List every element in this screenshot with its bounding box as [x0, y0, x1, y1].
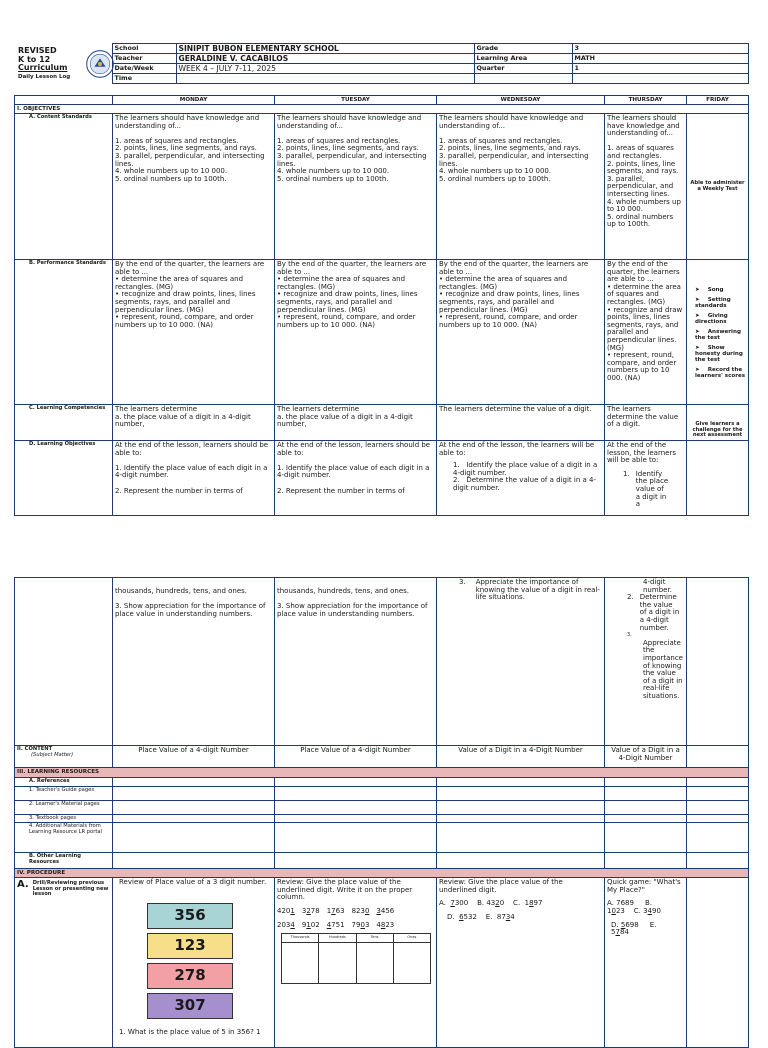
fri-item: ➤ Answering the test	[695, 329, 746, 341]
pv-col-ones: Ones	[393, 934, 430, 943]
drill-mon-title: Review of Place value of a 3 digit number.	[119, 878, 267, 887]
tue-num: 4823	[376, 920, 395, 929]
tue-num: 8230	[351, 906, 370, 915]
drill-wed-row2: D. 6532 E. 8734	[447, 912, 515, 921]
drill-thu	[605, 878, 687, 1048]
value-date-week: WEEK 4 – JULY 7-11, 2025	[176, 64, 474, 74]
day-tuesday: TUESDAY	[275, 96, 437, 105]
value-grade: 3	[572, 44, 748, 54]
value-school: SINIPIT BUBON ELEMENTARY SCHOOL	[176, 44, 474, 54]
brand-k12: K to 12	[18, 54, 51, 64]
perf-fri	[687, 260, 749, 405]
label-additional-materials: 4. Additional Materials from Learning Resource LR portal	[15, 823, 113, 853]
pv-col-thousands: Thousands	[282, 934, 319, 943]
label-textbook-pages: 3. Textbook pages	[15, 814, 113, 823]
tue-num: 4201	[277, 906, 295, 915]
drill-tue-row2	[277, 922, 434, 930]
cont-label	[15, 578, 113, 746]
tue-num: 3456	[376, 906, 395, 915]
label-quarter: Quarter	[474, 64, 572, 74]
procedure-table	[14, 577, 749, 1048]
content-mon: The learners should have knowledge and understanding of... 1. areas of squares and rectangles. 2. points, lines, line segments, and rays. 3. parallel, perpendicular, and intersecting lines. 4. whole numbers up to 10 000. 5. ordinal numbers up to 100th.	[113, 114, 275, 260]
number-card-value: 356	[174, 905, 206, 924]
lo-wed	[437, 441, 605, 516]
tue-num: 2034	[277, 920, 295, 929]
lo-thu-item-1: Identify the place value of a digit in a	[635, 469, 669, 509]
perf-tue: By the end of the quarter, the learners are able to ... • determine the area of squares and rectangles. (MG) • recognize and draw points, lines, lines segments, rays, and parallel and perpendicular lines. (MG) • represent, round, compare, and order numbers up to 10 000. (NA)	[275, 260, 437, 405]
drill-wed-title: Review: Give the place value of the underlined digit.	[439, 878, 563, 894]
comp-tue: The learners determine a. the place value of a digit in a 4-digit number,	[275, 405, 437, 441]
header-table	[14, 43, 749, 84]
cont-thu-a: 4-digit number.	[643, 578, 672, 594]
comp-fri: Give learners a challenge for the next assessment	[687, 405, 749, 441]
place-value-chart	[281, 933, 431, 984]
label-empty	[474, 74, 572, 84]
lo-thu-intro: At the end of the lesson, the learners will be able to:	[607, 441, 676, 465]
label-teacher: Teacher	[112, 54, 176, 64]
content-sublabel: (Subject Matter)	[31, 751, 74, 758]
label-learning-area: Learning Area	[474, 54, 572, 64]
lo-thu	[605, 441, 687, 516]
fri-item: ➤ Giving directions	[695, 313, 746, 325]
pv-col-hundreds: Hundreds	[319, 934, 356, 943]
section-procedure: IV. PROCEDURE	[15, 869, 749, 878]
number-card-value: 307	[174, 995, 206, 1014]
cont-mon: thousands, hundreds, tens, and ones. 3. Show appreciation for the importance of place value in understanding numbers.	[113, 578, 275, 746]
drill-thu-row1: A. 7689 B. 1023 C. 3490	[607, 899, 661, 915]
value-learning-area: MATH	[572, 54, 748, 64]
day-thursday: THURSDAY	[605, 96, 687, 105]
subject-thu: Value of a Digit in a 4-Digit Number	[605, 746, 687, 768]
subject-tue: Place Value of a 4-digit Number	[275, 746, 437, 768]
section-objectives: I. OBJECTIVES	[15, 105, 749, 114]
lo-thu-item: 1. Identify the place value of a digit in a	[623, 469, 669, 509]
fri-item: ➤ Record the learners' scores	[695, 367, 746, 379]
subject-mon: Place Value of a 4-digit Number	[113, 746, 275, 768]
lo-tue: At the end of the lesson, learners should be able to: 1. Identify the place value of each digit in a 4-digit number. 2. Represent the number in terms of	[275, 441, 437, 516]
fri-item: ➤ Song	[695, 287, 746, 293]
label-school: School	[112, 44, 176, 54]
lo-wed-item: 1. Identify the place value of a digit in a 4-digit number.	[453, 461, 598, 477]
label-other-resources: B. Other Learning Resources	[15, 853, 113, 869]
drill-thu-title: Quick game: "What's My Place?"	[607, 878, 681, 894]
drill-label: Drill/Reviewing previous Lesson or presenting new lesson	[32, 880, 109, 898]
label-lm-pages: 2. Learner's Material pages	[15, 800, 113, 814]
number-card-value: 123	[174, 935, 206, 954]
cont-thu-b: Determine the value of a digit in a 4-digit number.	[639, 593, 680, 632]
drill-tue	[275, 878, 437, 1048]
tue-num: 1763	[326, 906, 345, 915]
comp-thu: The learners determine the value of a digit.	[605, 405, 687, 441]
content-fri: Able to administer a Weekly Test	[687, 114, 749, 260]
cont-tue: thousands, hundreds, tens, and ones. 3. Show appreciation for the importance of place value in understanding numbers.	[275, 578, 437, 746]
drill-wed	[437, 878, 605, 1048]
label-date-week: Date/Week	[112, 64, 176, 74]
drill-tue-title: Review: Give the place value of the underlined digit. Write it on the proper column.	[277, 878, 413, 902]
drill-tue-row1	[277, 908, 434, 916]
drill-letter: A.	[17, 879, 29, 891]
content-wed: The learners should have knowledge and understanding of... 1. areas of squares and rectangles. 2. points, lines, line segments, and rays. 3. parallel, perpendicular, and intersecting lines. 4. whole numbers up to 10 000. 5. ordinal numbers up to 100th.	[437, 114, 605, 260]
subject-fri	[687, 746, 749, 768]
label-content-standards: A. Content Standards	[15, 114, 113, 260]
content-label: II. CONTENT	[17, 746, 53, 752]
brand-curriculum: Curriculum	[18, 63, 68, 73]
label-drill	[15, 878, 113, 1048]
drill-wed-row1: A. 7300 B. 4320 C. 1897	[439, 899, 543, 908]
perf-thu: By the end of the quarter, the learners are able to ... • determine the area of squares and rectangles. (MG) • recognize and draw points, lines, lines segments, rays, and parallel and perpendicular lines. (MG) • represent, round, compare, and order numbers up to 10 000. (NA)	[605, 260, 687, 405]
number-card	[147, 903, 233, 929]
lo-fri	[687, 441, 749, 516]
label-performance-standards: B. Performance Standards	[15, 260, 113, 405]
lo-wed-intro: At the end of the lesson, the learners will be able to:	[439, 441, 595, 457]
label-tg-pages: 1. Teacher's Guide pages	[15, 786, 113, 800]
value-quarter: 1	[572, 64, 748, 74]
cont-fri	[687, 578, 749, 746]
brand-dll: Daily Lesson Log	[18, 73, 71, 80]
cont-wed: 3. Appreciate the importance of knowing the value of a digit in real-life situations.	[437, 578, 605, 746]
cont-thu-c: Appreciate the importance of knowing the value of a digit in real-life situations.	[643, 638, 683, 700]
value-teacher: GERALDINE V. CACABILOS	[176, 54, 474, 64]
comp-wed: The learners determine the value of a digit.	[437, 405, 605, 441]
value-time	[176, 74, 474, 84]
number-card	[147, 963, 233, 989]
tue-num: 9102	[301, 920, 320, 929]
lo-wed-item-2: Determine the value of a digit in a 4-digit number.	[453, 476, 596, 492]
cont-thu: 4-digit number. 2. Determine the value of a digit in a 4-digit number. 3. Appreciate the importance of knowing the value of a digit in real-life situations.	[605, 578, 687, 746]
tue-num: 3278	[301, 906, 320, 915]
label-references: A. References	[15, 778, 113, 787]
number-card-value: 278	[174, 965, 206, 984]
drill-mon	[113, 878, 275, 1048]
label-learning-objectives: D. Learning Objectives	[15, 441, 113, 516]
label-content	[15, 746, 113, 768]
label-learning-competencies: C. Learning Competencies	[15, 405, 113, 441]
section-resources: III. LEARNING RESOURCES	[15, 768, 749, 778]
perf-mon: By the end of the quarter, the learners are able to ... • determine the area of squares and rectangles. (MG) • recognize and draw points, lines, lines segments, rays, and parallel and perpendicular lines. (MG) • represent, round, compare, and order numbers up to 10 000. (NA)	[113, 260, 275, 405]
value-empty	[572, 74, 748, 84]
drill-fri	[687, 878, 749, 1048]
drill-thu-row2: D. 5698 E. 5784	[611, 920, 657, 937]
pv-col-tens: Tens	[356, 934, 393, 943]
tue-num: 4751	[326, 920, 345, 929]
content-tue: The learners should have knowledge and understanding of... 1. areas of squares and rectangles. 2. points, lines, line segments, and rays. 3. parallel, perpendicular, and intersecting lines. 4. whole numbers up to 10 000. 5. ordinal numbers up to 100th.	[275, 114, 437, 260]
label-time: Time	[112, 74, 176, 84]
lo-wed-item-1: Identify the place value of a digit in a 4-digit number.	[453, 461, 598, 477]
day-monday: MONDAY	[113, 96, 275, 105]
number-card	[147, 933, 233, 959]
day-wednesday: WEDNESDAY	[437, 96, 605, 105]
day-friday: FRIDAY	[687, 96, 749, 105]
perf-wed: By the end of the quarter, the learners are able to ... • determine the area of squares and rectangles. (MG) • recognize and draw points, lines, lines segments, rays, and parallel and perpendicular lines. (MG) • represent, round, compare, and order numbers up to 10 000. (NA)	[437, 260, 605, 405]
fri-item: ➤ Show honesty during the test	[695, 345, 746, 363]
label-grade: Grade	[474, 44, 572, 54]
tue-num: 7903	[351, 920, 370, 929]
brand-revised: REVISED	[18, 46, 57, 55]
cont-wed-text: Appreciate the importance of knowing the value of a digit in real-life situations.	[475, 578, 600, 602]
subject-wed: Value of a Digit in a 4-Digit Number	[437, 746, 605, 768]
number-card	[147, 993, 233, 1019]
drill-mon-question: 1. What is the place value of 5 in 356? 1	[119, 1027, 261, 1036]
objectives-table	[14, 95, 749, 516]
lo-mon: At the end of the lesson, learners should be able to: 1. Identify the place value of each digit in a 4-digit number. 2. Represent the number in terms of	[113, 441, 275, 516]
lo-wed-item: 2. Determine the value of a digit in a 4-digit number.	[453, 476, 596, 492]
fri-item: ➤ Setting standards	[695, 297, 746, 309]
comp-mon: The learners determine a. the place value of a digit in a 4-digit number,	[113, 405, 275, 441]
content-thu: The learners should have knowledge and understanding of... 1. areas of squares and rectangles. 2. points, lines, line segments, and rays. 3. parallel, perpendicular, and intersecting lines. 4. whole numbers up to 10 000. 5. ordinal numbers up to 100th.	[605, 114, 687, 260]
